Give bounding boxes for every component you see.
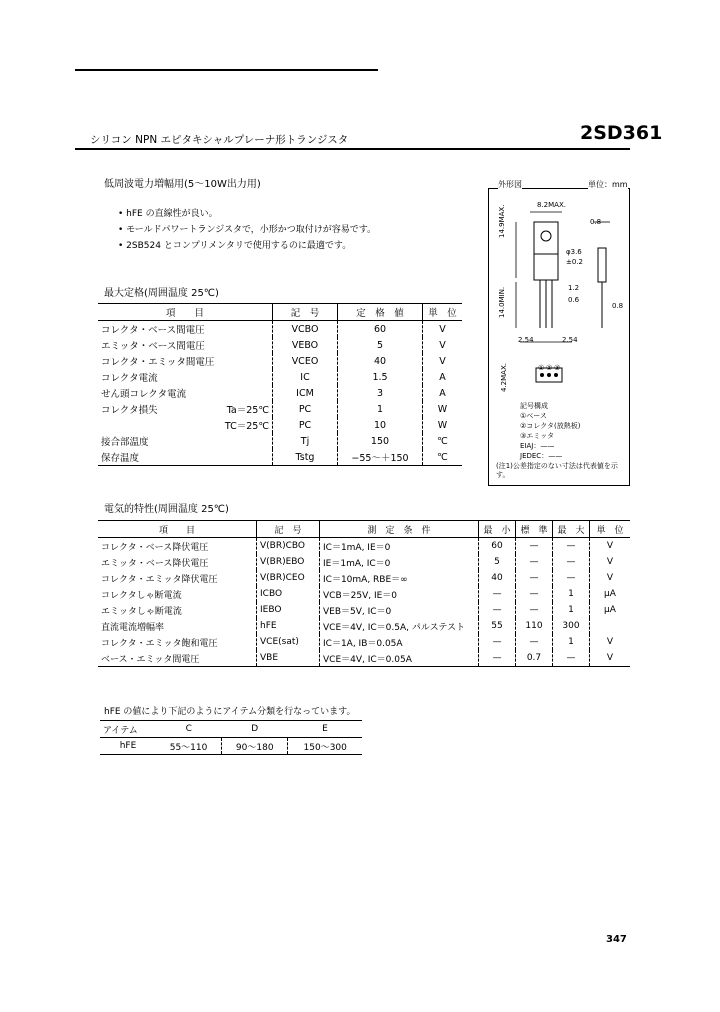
dim-hole-tol: ±0.2 bbox=[566, 258, 583, 266]
el-unit: μA bbox=[590, 602, 631, 618]
mr-unit: V bbox=[423, 321, 463, 338]
el-max: 1 bbox=[553, 602, 590, 618]
hfe-range-c: 55～110 bbox=[156, 738, 222, 755]
el-typ: — bbox=[516, 586, 553, 602]
el-h-unit: 単 位 bbox=[590, 521, 631, 538]
outline-label: 外形図 bbox=[498, 180, 522, 189]
mr-item: エミッタ・ベース間電圧 bbox=[101, 341, 205, 352]
el-min: — bbox=[479, 602, 516, 618]
mr-value: 150 bbox=[338, 433, 423, 449]
mr-symbol: PC bbox=[273, 417, 338, 433]
mr-unit: ℃ bbox=[423, 449, 463, 466]
hfe-row-item: アイテム bbox=[100, 721, 156, 738]
el-typ: — bbox=[516, 554, 553, 570]
el-unit: V bbox=[590, 538, 631, 555]
el-item: エミッタしゃ断電流 bbox=[101, 606, 182, 617]
dim-lead2: 0.6 bbox=[568, 296, 580, 304]
page-number: 347 bbox=[606, 934, 627, 945]
mr-value: 1.5 bbox=[338, 369, 423, 385]
el-min: 5 bbox=[479, 554, 516, 570]
mr-value: −55～＋150 bbox=[338, 449, 423, 466]
outline-note: (注1)公差指定のない寸法は代表値を示す。 bbox=[496, 462, 618, 479]
el-item: コレクタ・エミッタ降伏電圧 bbox=[101, 574, 218, 585]
el-typ: — bbox=[516, 602, 553, 618]
subtitle: シリコン NPN エピタキシャルプレーナ形トランジスタ bbox=[90, 134, 349, 146]
mr-value: 10 bbox=[338, 417, 423, 433]
el-unit: V bbox=[590, 634, 631, 650]
el-cond: IE＝1mA, IC＝0 bbox=[320, 554, 479, 570]
hfe-class-d: D bbox=[222, 721, 288, 738]
el-h-min: 最 小 bbox=[479, 521, 516, 538]
mr-item: コレクタ損失 bbox=[101, 405, 158, 416]
elec-table bbox=[98, 520, 630, 667]
el-row bbox=[98, 618, 630, 634]
mr-value: 1 bbox=[338, 401, 423, 417]
feature-3: • 2SB524 とコンプリメンタリで使用するのに最適です。 bbox=[118, 241, 352, 251]
el-min: — bbox=[479, 634, 516, 650]
el-item: コレクタしゃ断電流 bbox=[101, 590, 182, 601]
hfe-title: hFE の値により下記のようにアイテム分類を行なっています。 bbox=[104, 707, 356, 717]
dim-lead3: 0.8 bbox=[612, 302, 624, 310]
hfe-class-c: C bbox=[156, 721, 222, 738]
hfe-class-e: E bbox=[288, 721, 362, 738]
mr-value: 40 bbox=[338, 353, 423, 369]
el-unit: V bbox=[590, 570, 631, 586]
dim-thick: 0.8 bbox=[590, 218, 602, 226]
mr-symbol: Tstg bbox=[273, 449, 338, 466]
mr-h-symbol: 記 号 bbox=[273, 304, 338, 321]
el-symbol: ICBO bbox=[257, 586, 320, 602]
el-row bbox=[98, 602, 630, 618]
el-typ: — bbox=[516, 570, 553, 586]
dim-height-lead: 14.0MIN. bbox=[498, 286, 506, 318]
el-h-symbol: 記 号 bbox=[257, 521, 320, 538]
el-symbol: V(BR)EBO bbox=[257, 554, 320, 570]
pin-1: ① bbox=[538, 364, 545, 372]
legend-1: ①ベース bbox=[520, 412, 547, 420]
el-cond: IC＝1mA, IE＝0 bbox=[320, 538, 479, 555]
mr-row bbox=[98, 401, 462, 417]
el-row bbox=[98, 570, 630, 586]
mr-row bbox=[98, 321, 462, 338]
dim-pitch-right: 2.54 bbox=[562, 336, 578, 344]
dim-height-top: 14.9MAX. bbox=[498, 204, 506, 238]
el-cond: IC＝10mA, RBE＝∞ bbox=[320, 570, 479, 586]
top-rule bbox=[75, 69, 378, 71]
el-min: — bbox=[479, 650, 516, 667]
mr-symbol: VCEO bbox=[273, 353, 338, 369]
el-min: 60 bbox=[479, 538, 516, 555]
el-unit: μA bbox=[590, 586, 631, 602]
application: 低周波電力増幅用(5～10W出力用) bbox=[104, 179, 261, 190]
el-unit bbox=[590, 618, 631, 634]
pin-2: ② bbox=[546, 364, 553, 372]
el-max: — bbox=[553, 570, 590, 586]
mr-row bbox=[98, 433, 462, 449]
header-rule bbox=[75, 148, 630, 150]
el-min: — bbox=[479, 586, 516, 602]
mr-item: 接合部温度 bbox=[101, 437, 149, 448]
mr-row bbox=[98, 353, 462, 369]
el-max: 1 bbox=[553, 586, 590, 602]
el-max: 1 bbox=[553, 634, 590, 650]
el-item: エミッタ・ベース降伏電圧 bbox=[101, 558, 209, 569]
jedec: JEDEC：—— bbox=[520, 452, 563, 460]
el-unit: V bbox=[590, 650, 631, 667]
el-row bbox=[98, 538, 630, 555]
part-number: 2SD361 bbox=[580, 122, 663, 144]
el-typ: 110 bbox=[516, 618, 553, 634]
el-item: コレクタ・エミッタ飽和電圧 bbox=[101, 638, 218, 649]
el-typ: 0.7 bbox=[516, 650, 553, 667]
mr-symbol: IC bbox=[273, 369, 338, 385]
mr-unit: A bbox=[423, 385, 463, 401]
el-h-item: 項 目 bbox=[98, 521, 257, 538]
mr-symbol: VEBO bbox=[273, 337, 338, 353]
hfe-range-d: 90～180 bbox=[222, 738, 288, 755]
el-h-typ: 標 準 bbox=[516, 521, 553, 538]
el-row bbox=[98, 650, 630, 667]
mr-unit: A bbox=[423, 369, 463, 385]
el-typ: — bbox=[516, 538, 553, 555]
el-cond: VCE＝4V, IC＝0.05A bbox=[320, 650, 479, 667]
eiaj: EIAJ：—— bbox=[520, 442, 555, 450]
mr-value: 60 bbox=[338, 321, 423, 338]
mr-row bbox=[98, 417, 462, 433]
mr-unit: W bbox=[423, 417, 463, 433]
elec-title: 電気的特性(周囲温度 25℃) bbox=[104, 504, 229, 515]
mr-row bbox=[98, 337, 462, 353]
mr-row bbox=[98, 449, 462, 466]
mr-item: コレクタ電流 bbox=[101, 373, 158, 384]
feature-1: • hFE の直線性が良い。 bbox=[118, 209, 218, 219]
el-symbol: VBE bbox=[257, 650, 320, 667]
el-min: 55 bbox=[479, 618, 516, 634]
mr-h-value: 定 格 値 bbox=[338, 304, 423, 321]
mr-symbol: PC bbox=[273, 401, 338, 417]
unit-label: 単位：mm bbox=[588, 180, 628, 189]
mr-value: 3 bbox=[338, 385, 423, 401]
el-max: — bbox=[553, 538, 590, 555]
mr-unit: V bbox=[423, 353, 463, 369]
dim-lead1: 1.2 bbox=[568, 284, 580, 292]
mr-cond: TC＝25℃ bbox=[224, 421, 269, 432]
mr-h-item: 項 目 bbox=[98, 304, 273, 321]
el-max: — bbox=[553, 650, 590, 667]
el-max: — bbox=[553, 554, 590, 570]
mr-row bbox=[98, 385, 462, 401]
legend-2: ②コレクタ(放熱板) bbox=[520, 422, 581, 430]
feature-2: • モールドパワートランジスタで，小形かつ取付けが容易です。 bbox=[118, 225, 377, 235]
hfe-row-hfe: hFE bbox=[100, 738, 156, 755]
mr-cond: Ta＝25℃ bbox=[226, 405, 269, 416]
legend-3: ③エミッタ bbox=[520, 432, 555, 440]
mr-item: 保存温度 bbox=[98, 449, 273, 466]
mr-symbol: VCBO bbox=[273, 321, 338, 338]
el-symbol: hFE bbox=[257, 618, 320, 634]
el-cond: VEB＝5V, IC＝0 bbox=[320, 602, 479, 618]
dim-pitch-left: 2.54 bbox=[518, 336, 534, 344]
el-cond: VCE＝4V, IC＝0.5A, パルステスト bbox=[320, 618, 479, 634]
max-ratings-title: 最大定格(周囲温度 25℃) bbox=[104, 288, 219, 299]
el-min: 40 bbox=[479, 570, 516, 586]
max-ratings-table bbox=[98, 303, 462, 466]
el-symbol: V(BR)CBO bbox=[257, 538, 320, 555]
mr-unit: W bbox=[423, 401, 463, 417]
el-row bbox=[98, 554, 630, 570]
mr-symbol: Tj bbox=[273, 433, 338, 449]
mr-unit: V bbox=[423, 337, 463, 353]
el-cond: VCB＝25V, IE＝0 bbox=[320, 586, 479, 602]
mr-item: コレクタ・ベース間電圧 bbox=[101, 325, 205, 336]
pin-3: ③ bbox=[554, 364, 561, 372]
hfe-range-e: 150～300 bbox=[288, 738, 362, 755]
el-h-max: 最 大 bbox=[553, 521, 590, 538]
el-h-cond: 測 定 条 件 bbox=[320, 521, 479, 538]
legend-title: 記号構成 bbox=[520, 402, 548, 410]
el-symbol: IEBO bbox=[257, 602, 320, 618]
mr-unit: ℃ bbox=[423, 433, 463, 449]
el-cond: IC＝1A, IB＝0.05A bbox=[320, 634, 479, 650]
el-item: ベース・エミッタ間電圧 bbox=[98, 650, 257, 667]
el-row bbox=[98, 634, 630, 650]
mr-symbol: ICM bbox=[273, 385, 338, 401]
el-row bbox=[98, 586, 630, 602]
el-item: 直流電流増幅率 bbox=[101, 622, 165, 633]
el-typ: — bbox=[516, 634, 553, 650]
el-symbol: V(BR)CEO bbox=[257, 570, 320, 586]
mr-value: 5 bbox=[338, 337, 423, 353]
hfe-table bbox=[100, 720, 362, 755]
el-max: 300 bbox=[553, 618, 590, 634]
mr-row bbox=[98, 369, 462, 385]
dim-hole: φ3.6 bbox=[566, 248, 582, 256]
mr-h-unit: 単 位 bbox=[423, 304, 463, 321]
el-symbol: VCE(sat) bbox=[257, 634, 320, 650]
el-item: コレクタ・ベース降伏電圧 bbox=[101, 542, 209, 553]
mr-item: コレクタ・エミッタ間電圧 bbox=[101, 357, 215, 368]
dim-width: 8.2MAX. bbox=[537, 201, 566, 209]
dim-side: 4.2MAX. bbox=[500, 363, 508, 392]
mr-item: せん頭コレクタ電流 bbox=[101, 389, 187, 400]
el-unit: V bbox=[590, 554, 631, 570]
